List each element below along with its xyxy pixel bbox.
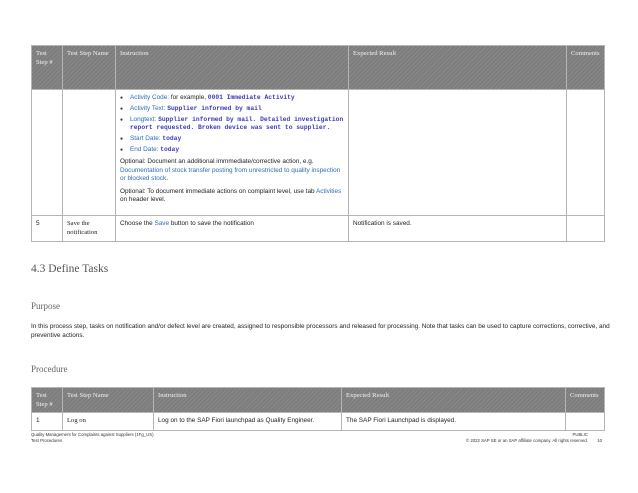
- list-item: ● Activity Code: for example, 0001 Immediate Activity: [120, 94, 344, 102]
- header-comments: Comments: [566, 388, 605, 413]
- instruction-cell: Log on to the SAP Fiori launchpad as Quality Engineer.: [154, 413, 342, 431]
- list-item: ● End Date: today: [120, 146, 344, 154]
- instruction-cell: Choose the Save button to save the notification: [116, 216, 349, 242]
- header-test-step-name: Test Step Name: [63, 388, 154, 413]
- expected-result-cell: The SAP Fiori Launchpad is displayed.: [342, 413, 566, 431]
- purpose-heading: Purpose: [31, 301, 60, 311]
- header-test-step-name: Test Step Name: [63, 46, 116, 90]
- header-instruction: Instruction: [154, 388, 342, 413]
- page-number: 10: [597, 438, 602, 443]
- list-item: ● Longtext: Supplier informed by mail. Detailed investigation report requested. Broken device was sent to supplier.: [120, 116, 344, 132]
- header-instruction: Instruction: [116, 46, 349, 90]
- step-name: Log on: [63, 413, 154, 431]
- optional-note-1-link[interactable]: Documentation of stock transfer posting from unrestricted to quality inspection or blocked stock: [120, 166, 341, 183]
- table-row: [32, 413, 605, 431]
- footer-doc-subtitle: Test Procedures: [31, 438, 63, 443]
- list-item: ● Start Date: today: [120, 135, 344, 143]
- step-number: 5: [32, 216, 63, 242]
- step-name: Save the notification: [63, 216, 116, 242]
- optional-note-2-link[interactable]: Activities: [316, 187, 342, 195]
- table-row: [32, 90, 605, 216]
- procedure-heading: Procedure: [31, 364, 68, 374]
- section-title: 4.3 Define Tasks: [31, 263, 109, 275]
- procedure-table: [31, 387, 605, 431]
- optional-note-2: Optional: To document immediate actions on complaint level, use tab Activities on header level.: [120, 187, 342, 204]
- instruction-cell: [116, 90, 349, 216]
- table-header-row: [32, 46, 605, 90]
- table-row: [32, 216, 605, 242]
- field-list: [120, 94, 344, 154]
- list-item: ● Activity Text: Supplier informed by mail: [120, 105, 344, 113]
- step-number: 1: [32, 413, 63, 431]
- footer-copyright: © 2022 SAP SE or an SAP affiliate company. All rights reserved.: [465, 438, 588, 443]
- test-steps-table-continued: [31, 45, 605, 242]
- table-header-row: [32, 388, 605, 413]
- footer-right: [466, 432, 588, 444]
- header-expected-result: Expected Result: [342, 388, 566, 413]
- header-expected-result: Expected Result: [349, 46, 567, 90]
- save-button-reference: Save: [154, 220, 170, 227]
- optional-note-1: Optional: Document an additional immmediate/corrective action, e.g. Documentation of stock transfer posting from unrestricted to quality inspection or blocked stock.: [120, 158, 341, 183]
- footer-classification: PUBLIC: [572, 432, 588, 437]
- expected-result-cell: Notification is saved.: [349, 216, 567, 242]
- header-test-step: Test Step #: [32, 388, 63, 413]
- footer-left: [31, 432, 154, 444]
- header-test-step: Test Step #: [32, 46, 63, 90]
- header-comments: Comments: [567, 46, 605, 90]
- footer-doc-title: Quality Management for Complaints against Suppliers (1Fg_US): [31, 432, 154, 437]
- purpose-text: In this process step, tasks on notification and/or defect level are created, assigned to responsible processors and released for processing. Note that tasks can be used to capture corrections, corrective, and preventive actions.: [31, 323, 610, 339]
